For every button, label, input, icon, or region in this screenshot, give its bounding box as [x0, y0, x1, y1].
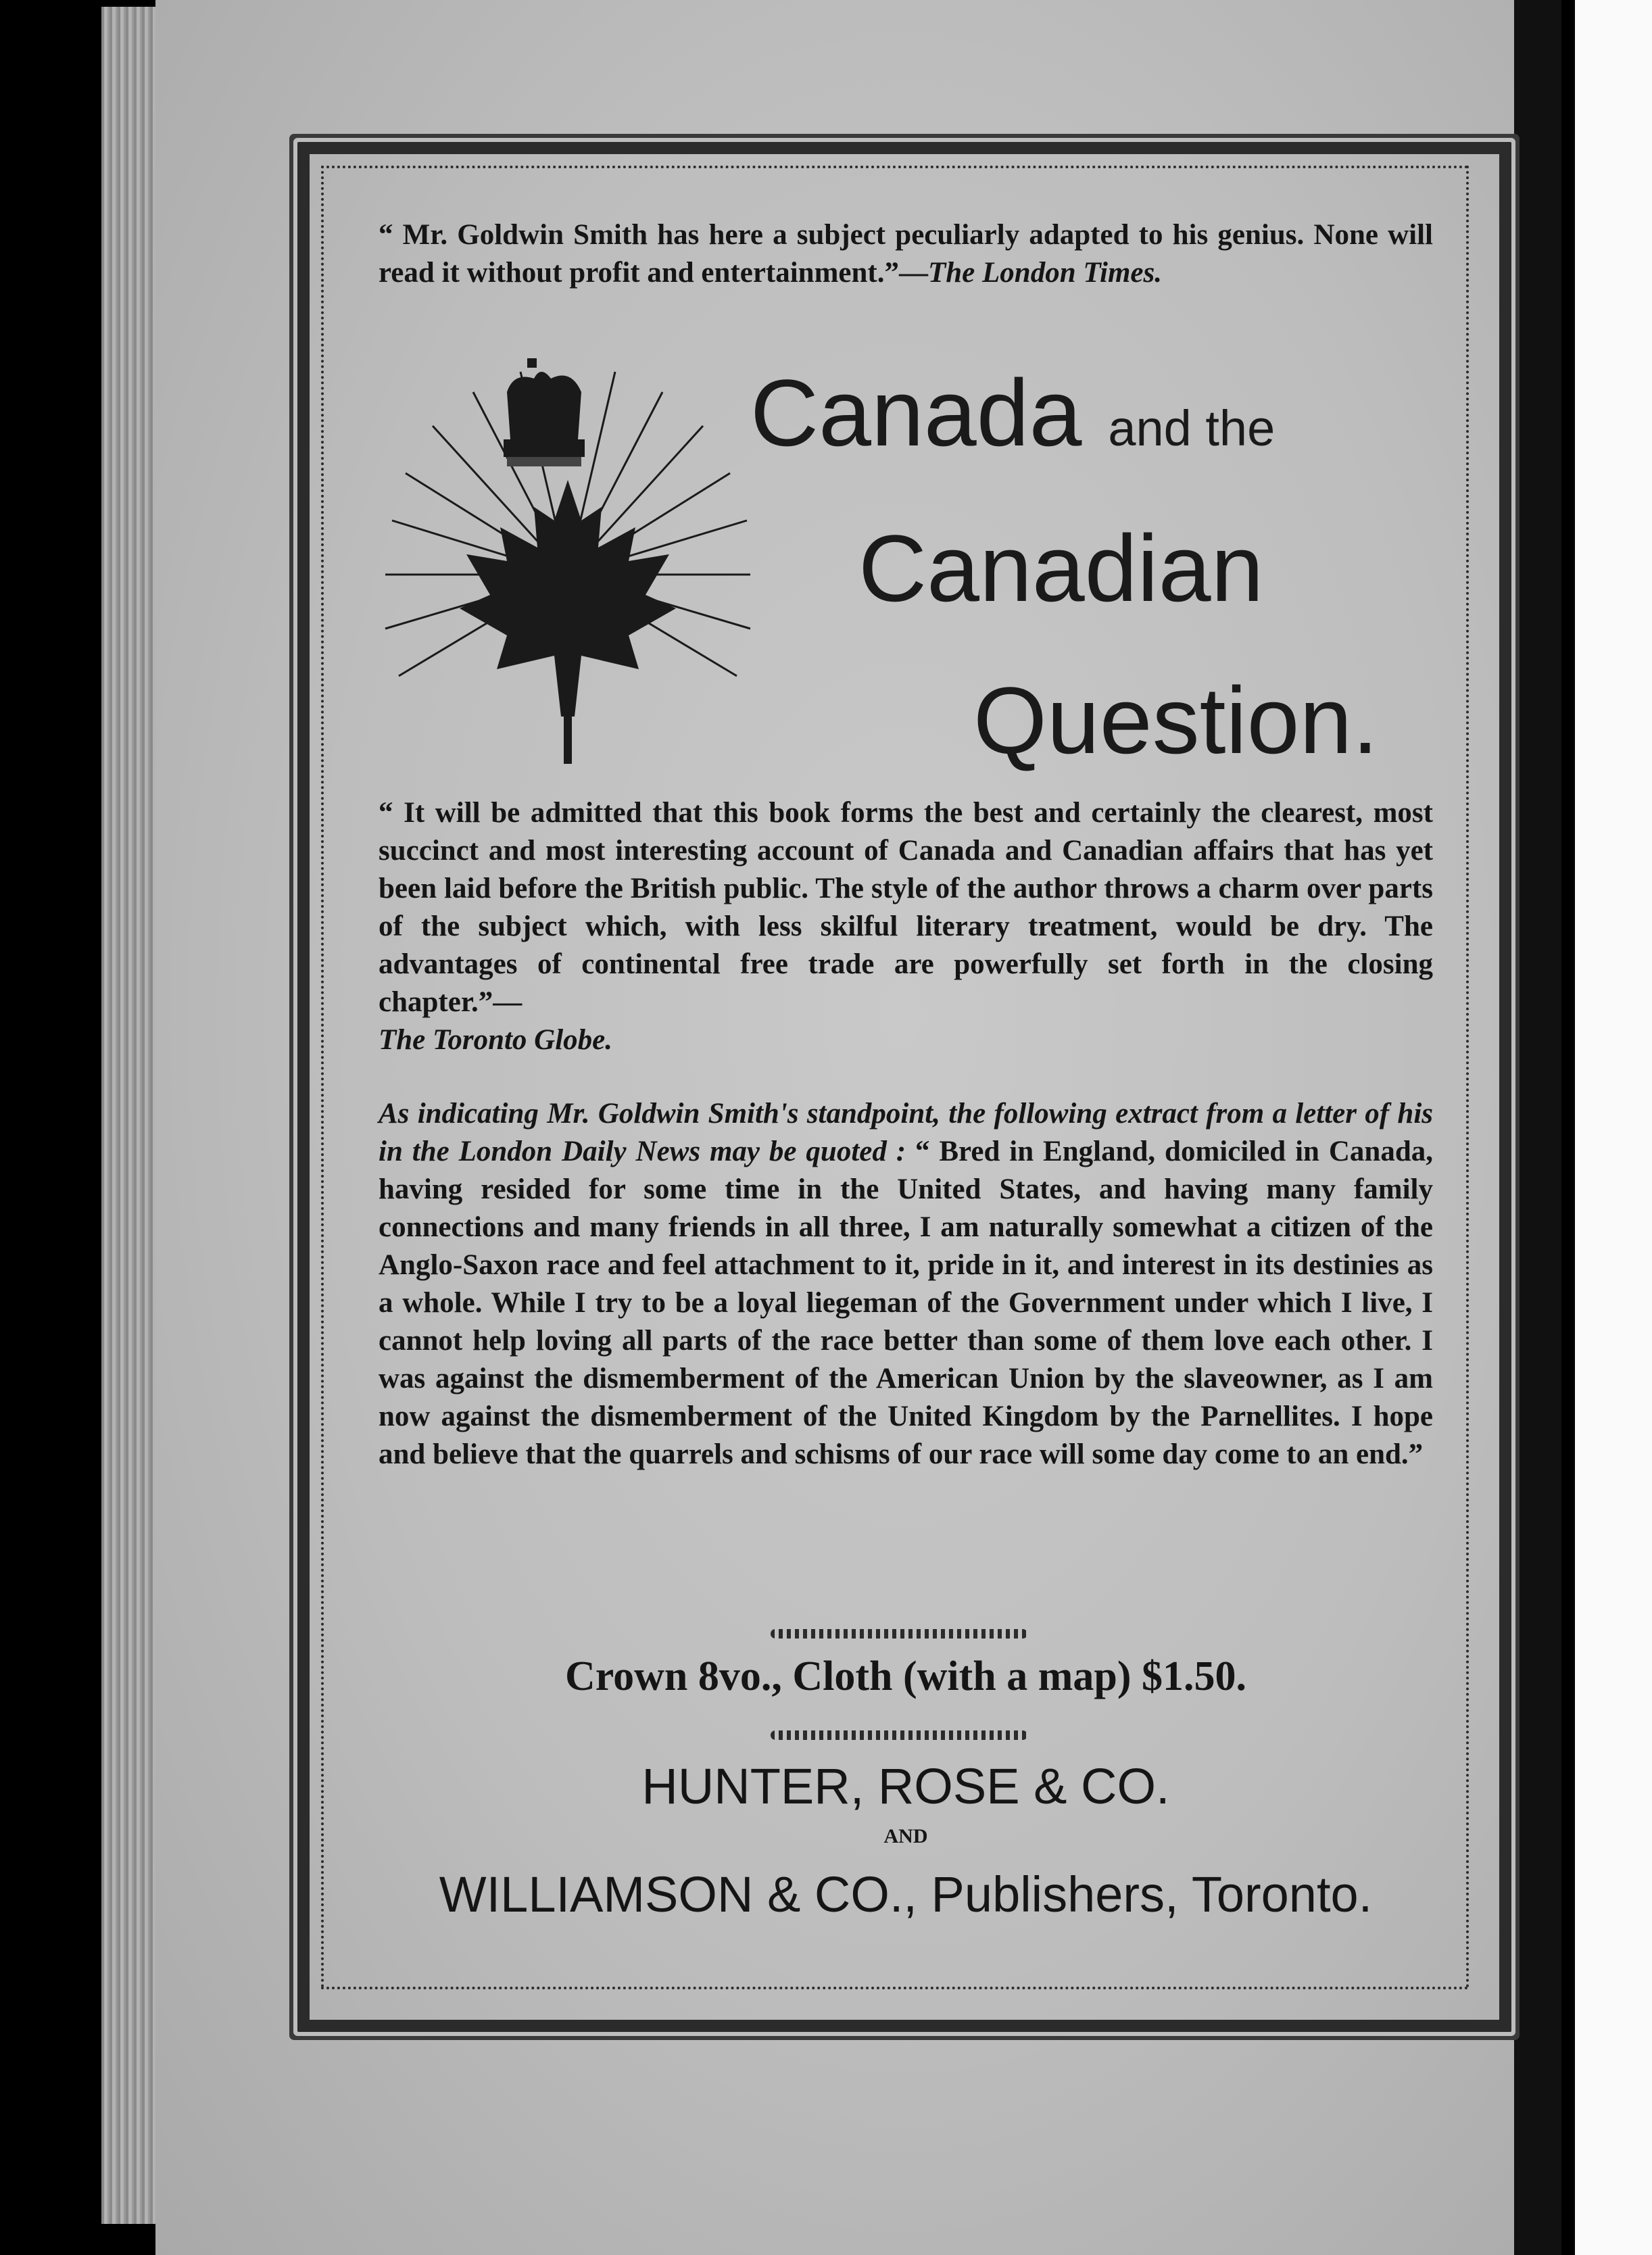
- publisher-williamson: WILLIAMSON & CO., Publishers, Toronto.: [439, 1866, 1373, 1922]
- title-line-3: Question.: [973, 667, 1379, 773]
- quote-source: The Toronto Globe.: [379, 1024, 613, 1056]
- quote-source: The London Times.: [928, 257, 1162, 289]
- title-line-1: [750, 358, 1275, 468]
- publisher-hunter-rose: HUNTER, ROSE & CO.: [641, 1758, 1170, 1814]
- price-line: Crown 8vo., Cloth (with a map) $1.50.: [564, 1653, 1247, 1699]
- extract-intro: As indicating Mr. Goldwin Smith's standpoint, the following extract from a letter of his in the London Daily News may be quoted :: [379, 1098, 1433, 1167]
- quote-text: “ Mr. Goldwin Smith has here a subject peculiarly adapted to his genius. None will read it without profit and entertainment.”—: [379, 219, 1433, 289]
- title-canada: Canada: [750, 360, 1082, 466]
- quote-text: “ It will be admitted that this book forms the best and certainly the clearest, most succinct and most interesting account of Canada and Canadian affairs that has yet been laid before the British public. The style of the author throws a charm over parts of the subject which, with less skilful literary treatment, would be dry. The advantages of continental free trade are powerfully set forth in the closing chapter.”—: [379, 797, 1433, 1018]
- ornamental-rule: [771, 1730, 1027, 1740]
- title-line-2: Canadian: [858, 515, 1264, 621]
- quote-toronto-globe: [379, 794, 1433, 1059]
- publisher-and: AND: [883, 1825, 928, 1847]
- ornamental-rule: [771, 1629, 1027, 1639]
- page-shadow: [1514, 0, 1561, 2255]
- extract-text: “ Bred in England, domiciled in Canada, having resided for some time in the United States, and having many family connections and many friends in all three, I am naturally somewhat a citizen of the Anglo-Saxon race and feel attachment to it, pride in it, and interest in its destinies as a whole. While I try to be a loyal liegeman of the Government under which I live, I cannot help loving all parts of the race better than some of them love each other. I was against the dismemberment of the American Union by the slaveowner, as I am now against the dismemberment of the United Kingdom by the Parnellites. I hope and believe that the quarrels and schisms of our race will some day come to an end.”: [379, 1136, 1434, 1470]
- letter-extract: [379, 1095, 1433, 1474]
- scan-margin: [1575, 0, 1652, 2255]
- title-and-the: and the: [1108, 400, 1276, 456]
- quote-london-times: [379, 216, 1433, 292]
- crown-maple-leaf-icon: [379, 351, 757, 771]
